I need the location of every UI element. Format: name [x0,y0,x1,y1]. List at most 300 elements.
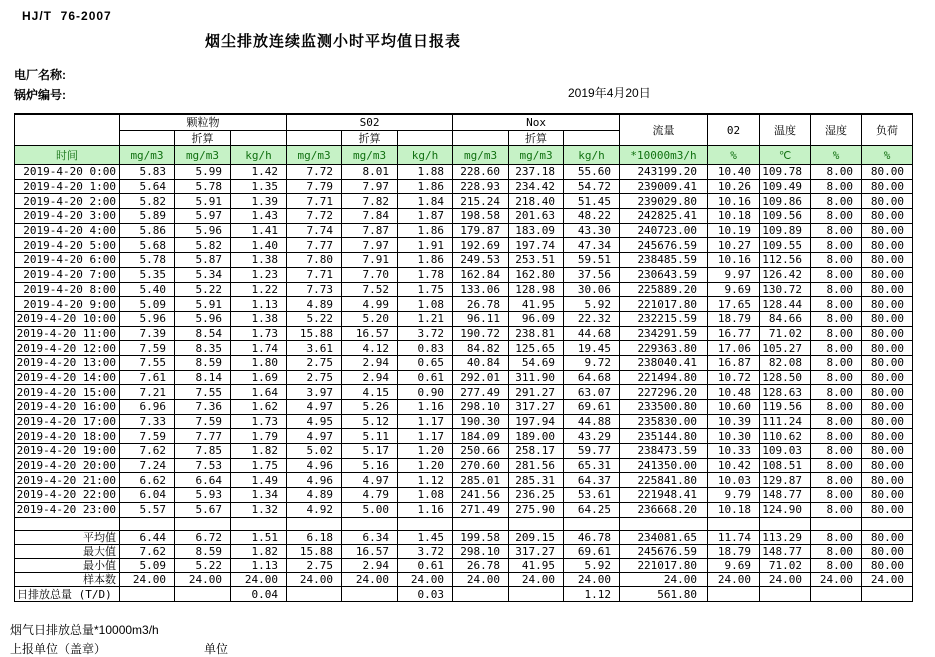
summary-value-cell: 24.00 [620,573,708,587]
value-cell: 7.77 [287,238,342,253]
value-cell: 1.17 [398,429,453,444]
value-cell: 1.16 [398,502,453,517]
value-cell: 227296.20 [620,385,708,400]
value-cell: 233500.80 [620,400,708,415]
unit-label: 单位 [204,642,229,656]
value-cell: 5.35 [120,267,175,282]
value-cell: 285.31 [509,473,564,488]
value-cell: 4.79 [342,488,398,503]
value-cell: 1.43 [231,209,287,224]
value-cell: 4.97 [287,400,342,415]
value-cell: 8.00 [811,238,862,253]
value-cell: 8.00 [811,341,862,356]
value-cell: 285.01 [453,473,509,488]
value-cell: 5.17 [342,444,398,459]
boiler-no-label: 锅炉编号: [14,88,66,102]
time-cell: 2019-4-20 22:00 [15,488,120,503]
value-cell: 192.69 [453,238,509,253]
subheader-converted-pm: 折算 [175,131,231,146]
value-cell: 162.80 [509,267,564,282]
empty-cell [398,517,453,530]
subheader-converted-so2: 折算 [342,131,398,146]
value-cell: 5.02 [287,444,342,459]
daily-total-cell [342,587,398,602]
empty-cell [15,517,120,530]
value-cell: 2.75 [287,370,342,385]
empty-cell [811,517,862,530]
value-cell: 55.60 [564,165,620,180]
value-cell: 71.02 [760,326,811,341]
value-cell: 292.01 [453,370,509,385]
value-cell: 7.77 [175,429,231,444]
daily-total-cell [175,587,231,602]
value-cell: 236.25 [509,488,564,503]
value-cell: 80.00 [862,282,913,297]
value-cell: 9.72 [564,355,620,370]
value-cell: 0.83 [398,341,453,356]
value-cell: 96.09 [509,311,564,326]
summary-value-cell: 5.92 [564,558,620,572]
value-cell: 270.60 [453,458,509,473]
summary-value-cell: 5.22 [175,558,231,572]
value-cell: 8.59 [175,355,231,370]
value-cell: 59.51 [564,253,620,268]
value-cell: 271.49 [453,502,509,517]
value-cell: 0.90 [398,385,453,400]
value-cell: 3.97 [287,385,342,400]
value-cell: 80.00 [862,179,913,194]
summary-value-cell: 1.13 [231,558,287,572]
table-row [15,297,913,312]
value-cell: 80.00 [862,444,913,459]
empty-cell [342,517,398,530]
value-cell: 1.20 [398,444,453,459]
table-row [15,458,913,473]
value-cell: 111.24 [760,414,811,429]
summary-value-cell: 26.78 [453,558,509,572]
unit-header: % [811,146,862,165]
value-cell: 221494.80 [620,370,708,385]
value-cell: 44.68 [564,326,620,341]
value-cell: 5.00 [342,502,398,517]
time-cell: 2019-4-20 1:00 [15,179,120,194]
value-cell: 7.62 [120,444,175,459]
value-cell: 10.30 [708,429,760,444]
value-cell: 5.09 [120,297,175,312]
value-cell: 64.25 [564,502,620,517]
value-cell: 197.74 [509,238,564,253]
value-cell: 236668.20 [620,502,708,517]
time-cell: 2019-4-20 18:00 [15,429,120,444]
value-cell: 22.32 [564,311,620,326]
empty-cell [564,517,620,530]
time-cell: 2019-4-20 12:00 [15,341,120,356]
value-cell: 10.18 [708,502,760,517]
page-title: 烟尘排放连续监测小时平均值日报表 [205,33,462,50]
summary-value-cell: 80.00 [862,558,913,572]
value-cell: 234291.59 [620,326,708,341]
value-cell: 232215.59 [620,311,708,326]
value-cell: 128.50 [760,370,811,385]
value-cell: 84.82 [453,341,509,356]
time-cell: 2019-4-20 13:00 [15,355,120,370]
value-cell: 126.42 [760,267,811,282]
value-cell: 44.88 [564,414,620,429]
value-cell: 80.00 [862,458,913,473]
value-cell: 8.00 [811,370,862,385]
value-cell: 109.89 [760,223,811,238]
summary-value-cell: 6.72 [175,530,231,544]
value-cell: 40.84 [453,355,509,370]
daily-total-cell: 561.80 [620,587,708,602]
value-cell: 241350.00 [620,458,708,473]
unit-header: kg/h [231,146,287,165]
value-cell: 201.63 [509,209,564,224]
value-cell: 128.98 [509,282,564,297]
table-row [15,502,913,517]
summary-value-cell: 6.34 [342,530,398,544]
value-cell: 8.00 [811,429,862,444]
value-cell: 218.40 [509,194,564,209]
value-cell: 6.96 [120,400,175,415]
value-cell: 8.00 [811,488,862,503]
value-cell: 96.11 [453,311,509,326]
summary-value-cell: 1.82 [231,544,287,558]
value-cell: 119.56 [760,400,811,415]
time-cell: 2019-4-20 11:00 [15,326,120,341]
value-cell: 1.23 [231,267,287,282]
summary-value-cell: 2.75 [287,558,342,572]
value-cell: 5.87 [175,253,231,268]
value-cell: 7.59 [120,429,175,444]
value-cell: 8.00 [811,502,862,517]
value-cell: 234.42 [509,179,564,194]
value-cell: 1.40 [231,238,287,253]
value-cell: 4.97 [287,429,342,444]
plant-name-label: 电厂名称: [14,68,66,82]
empty-cell [620,517,708,530]
summary-value-cell: 46.78 [564,530,620,544]
summary-label: 最小值 [15,558,120,572]
value-cell: 311.90 [509,370,564,385]
value-cell: 228.93 [453,179,509,194]
time-cell: 2019-4-20 19:00 [15,444,120,459]
time-cell: 2019-4-20 20:00 [15,458,120,473]
value-cell: 9.69 [708,282,760,297]
summary-value-cell: 6.44 [120,530,175,544]
table-row [15,429,913,444]
time-cell: 2019-4-20 7:00 [15,267,120,282]
value-cell: 10.03 [708,473,760,488]
value-cell: 1.38 [231,311,287,326]
value-cell: 7.21 [120,385,175,400]
value-cell: 109.55 [760,238,811,253]
value-cell: 7.97 [342,238,398,253]
daily-total-cell [811,587,862,602]
time-cell: 2019-4-20 2:00 [15,194,120,209]
value-cell: 10.33 [708,444,760,459]
table-row [15,385,913,400]
value-cell: 80.00 [862,502,913,517]
daily-total-cell [862,587,913,602]
value-cell: 1.39 [231,194,287,209]
value-cell: 80.00 [862,414,913,429]
value-cell: 225841.80 [620,473,708,488]
value-cell: 1.49 [231,473,287,488]
time-cell: 2019-4-20 8:00 [15,282,120,297]
value-cell: 1.74 [231,341,287,356]
summary-value-cell: 234081.65 [620,530,708,544]
value-cell: 10.72 [708,370,760,385]
summary-row [15,544,913,558]
value-cell: 5.78 [175,179,231,194]
daily-total-cell: 1.12 [564,587,620,602]
value-cell: 4.96 [287,458,342,473]
value-cell: 198.58 [453,209,509,224]
value-cell: 235144.80 [620,429,708,444]
daily-total-cell: 0.03 [398,587,453,602]
value-cell: 54.72 [564,179,620,194]
value-cell: 80.00 [862,488,913,503]
value-cell: 6.64 [175,473,231,488]
value-cell: 10.39 [708,414,760,429]
summary-value-cell: 245676.59 [620,544,708,558]
daily-total-cell [453,587,509,602]
value-cell: 80.00 [862,355,913,370]
time-cell: 2019-4-20 17:00 [15,414,120,429]
value-cell: 5.89 [120,209,175,224]
summary-value-cell: 69.61 [564,544,620,558]
value-cell: 80.00 [862,209,913,224]
summary-value-cell: 8.00 [811,544,862,558]
value-cell: 8.00 [811,444,862,459]
value-cell: 10.48 [708,385,760,400]
value-cell: 7.74 [287,223,342,238]
value-cell: 4.15 [342,385,398,400]
group-temperature: 温度 [760,114,811,146]
daily-total-label: 日排放总量 (T/D) [15,587,120,602]
summary-value-cell: 8.00 [811,558,862,572]
summary-value-cell: 11.74 [708,530,760,544]
value-cell: 80.00 [862,341,913,356]
group-so2: S02 [287,114,453,131]
value-cell: 8.00 [811,400,862,415]
value-cell: 7.59 [120,341,175,356]
summary-value-cell: 6.18 [287,530,342,544]
value-cell: 5.92 [564,297,620,312]
value-cell: 8.00 [811,385,862,400]
value-cell: 8.00 [811,282,862,297]
value-cell: 298.10 [453,400,509,415]
subheader-blank [231,131,287,146]
value-cell: 8.00 [811,194,862,209]
value-cell: 1.21 [398,311,453,326]
empty-cell [862,517,913,530]
value-cell: 4.92 [287,502,342,517]
spacer-row [15,517,913,530]
value-cell: 5.96 [120,311,175,326]
value-cell: 1.08 [398,297,453,312]
summary-value-cell: 0.61 [398,558,453,572]
summary-value-cell: 24.00 [120,573,175,587]
value-cell: 1.73 [231,326,287,341]
value-cell: 80.00 [862,429,913,444]
daily-total-cell: 0.04 [231,587,287,602]
value-cell: 8.00 [811,311,862,326]
value-cell: 239009.41 [620,179,708,194]
value-cell: 1.79 [231,429,287,444]
summary-value-cell: 7.62 [120,544,175,558]
summary-value-cell: 41.95 [509,558,564,572]
empty-cell [509,517,564,530]
summary-value-cell: 5.09 [120,558,175,572]
value-cell: 5.40 [120,282,175,297]
value-cell: 7.73 [287,282,342,297]
value-cell: 7.33 [120,414,175,429]
value-cell: 1.87 [398,209,453,224]
value-cell: 80.00 [862,194,913,209]
value-cell: 1.62 [231,400,287,415]
summary-value-cell: 24.00 [398,573,453,587]
value-cell: 8.00 [811,179,862,194]
value-cell: 16.87 [708,355,760,370]
value-cell: 10.60 [708,400,760,415]
value-cell: 80.00 [862,223,913,238]
value-cell: 10.27 [708,238,760,253]
subheader-blank [453,131,509,146]
value-cell: 1.34 [231,488,287,503]
subheader-blank [120,131,175,146]
value-cell: 8.00 [811,414,862,429]
value-cell: 162.84 [453,267,509,282]
value-cell: 190.72 [453,326,509,341]
value-cell: 7.53 [175,458,231,473]
value-cell: 16.77 [708,326,760,341]
value-cell: 281.56 [509,458,564,473]
value-cell: 5.11 [342,429,398,444]
value-cell: 2.75 [287,355,342,370]
value-cell: 7.61 [120,370,175,385]
value-cell: 128.63 [760,385,811,400]
value-cell: 8.00 [811,253,862,268]
value-cell: 43.30 [564,223,620,238]
summary-value-cell: 24.00 [760,573,811,587]
value-cell: 1.41 [231,223,287,238]
group-o2: 02 [708,114,760,146]
value-cell: 1.75 [398,282,453,297]
value-cell: 48.22 [564,209,620,224]
value-cell: 80.00 [862,297,913,312]
value-cell: 5.96 [175,223,231,238]
unit-header: kg/h [398,146,453,165]
value-cell: 108.51 [760,458,811,473]
value-cell: 80.00 [862,326,913,341]
value-cell: 10.19 [708,223,760,238]
value-cell: 10.18 [708,209,760,224]
value-cell: 7.55 [120,355,175,370]
time-header-spacer [15,114,120,146]
value-cell: 5.78 [120,253,175,268]
summary-value-cell: 8.59 [175,544,231,558]
table-row [15,311,913,326]
table-row [15,238,913,253]
value-cell: 1.22 [231,282,287,297]
summary-value-cell: 80.00 [862,530,913,544]
value-cell: 8.00 [811,355,862,370]
value-cell: 5.22 [175,282,231,297]
summary-value-cell: 24.00 [564,573,620,587]
value-cell: 5.91 [175,297,231,312]
value-cell: 228.60 [453,165,509,180]
value-cell: 238040.41 [620,355,708,370]
value-cell: 5.22 [287,311,342,326]
value-cell: 0.61 [398,370,453,385]
summary-value-cell: 209.15 [509,530,564,544]
standard-code: HJ/T 76-2007 [22,9,112,23]
value-cell: 291.27 [509,385,564,400]
value-cell: 7.52 [342,282,398,297]
empty-cell [120,517,175,530]
value-cell: 238485.59 [620,253,708,268]
summary-value-cell: 317.27 [509,544,564,558]
value-cell: 1.78 [398,267,453,282]
summary-label: 样本数 [15,573,120,587]
group-nox: Nox [453,114,620,131]
value-cell: 245676.59 [620,238,708,253]
value-cell: 8.01 [342,165,398,180]
value-cell: 53.61 [564,488,620,503]
value-cell: 4.89 [287,488,342,503]
summary-value-cell: 24.00 [287,573,342,587]
table-row [15,209,913,224]
daily-total-cell [287,587,342,602]
value-cell: 8.54 [175,326,231,341]
value-cell: 7.82 [342,194,398,209]
value-cell: 1.35 [231,179,287,194]
value-cell: 15.88 [287,326,342,341]
value-cell: 82.08 [760,355,811,370]
summary-value-cell: 24.00 [231,573,287,587]
value-cell: 225889.20 [620,282,708,297]
value-cell: 7.71 [287,194,342,209]
value-cell: 51.45 [564,194,620,209]
daily-total-cell [760,587,811,602]
time-cell: 2019-4-20 0:00 [15,165,120,180]
table-row [15,414,913,429]
empty-cell [175,517,231,530]
value-cell: 5.82 [120,194,175,209]
value-cell: 10.16 [708,253,760,268]
value-cell: 80.00 [862,165,913,180]
table-row [15,355,913,370]
value-cell: 7.39 [120,326,175,341]
table-row [15,253,913,268]
value-cell: 7.80 [287,253,342,268]
table-row [15,194,913,209]
time-cell: 2019-4-20 15:00 [15,385,120,400]
unit-header: ℃ [760,146,811,165]
value-cell: 5.68 [120,238,175,253]
table-row [15,473,913,488]
summary-label: 最大值 [15,544,120,558]
summary-value-cell: 1.45 [398,530,453,544]
group-load: 负荷 [862,114,913,146]
value-cell: 8.00 [811,297,862,312]
value-cell: 241.56 [453,488,509,503]
value-cell: 80.00 [862,253,913,268]
summary-label: 平均值 [15,530,120,544]
subheader-blank [398,131,453,146]
